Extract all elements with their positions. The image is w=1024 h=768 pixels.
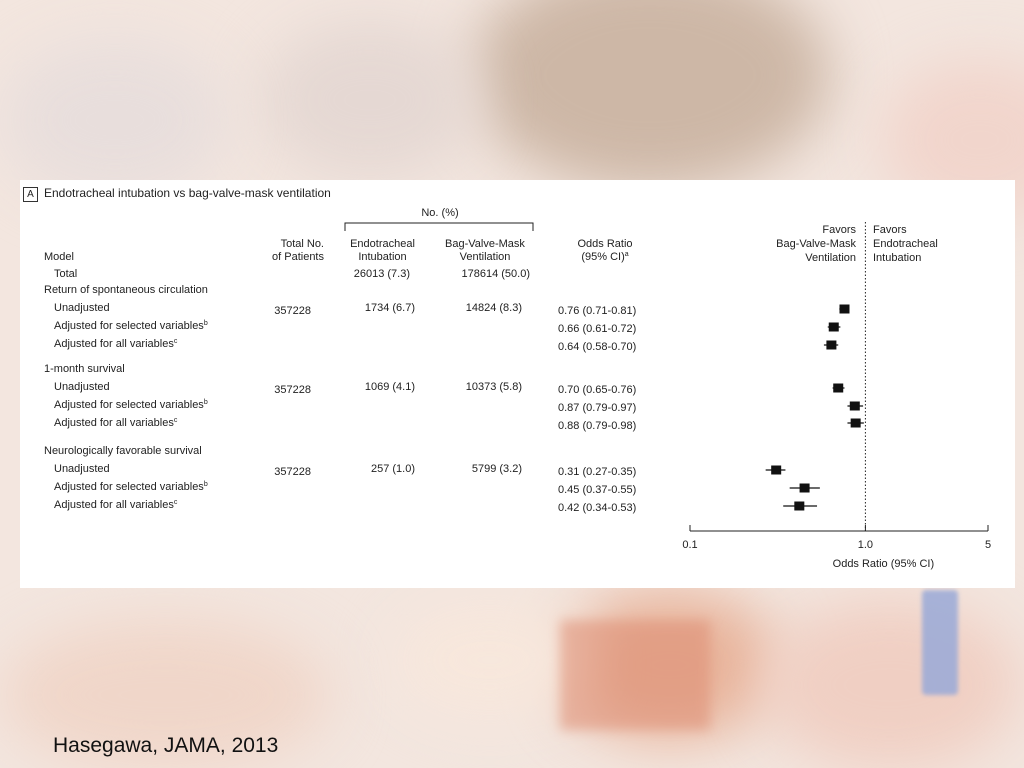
point-estimate — [771, 466, 781, 475]
favors-right-1: Favors — [873, 224, 907, 236]
patients-count: 357228 — [274, 466, 311, 478]
forest-plot-panel — [20, 180, 1015, 588]
row-label: Unadjusted — [54, 381, 110, 393]
row-label: Adjusted for selected variables$^b$ — [54, 481, 208, 493]
x-tick-label: 0.1 — [682, 539, 698, 551]
bvm-header-1: Bag-Valve-Mask — [445, 238, 525, 250]
ett-count: 1069 (4.1) — [364, 381, 415, 393]
model-header: Model — [44, 251, 74, 263]
favors-left-1: Favors — [822, 224, 856, 236]
total-no-header-1: Total No. — [280, 238, 324, 250]
odds-ratio-ci: 0.64 (0.58-0.70) — [558, 341, 637, 353]
x-tick-label: 1.0 — [857, 539, 874, 551]
point-estimate — [800, 484, 810, 493]
row-label: Adjusted for selected variables$^b$ — [54, 320, 208, 332]
favors-right-2: Endotracheal — [873, 238, 938, 250]
group-title: 1-month survival — [44, 363, 125, 375]
total-bvm: 178614 (50.0) — [461, 268, 530, 280]
odds-ratio-ci: 0.31 (0.27-0.35) — [558, 466, 637, 478]
bvm-count: 10373 (5.8) — [465, 381, 522, 393]
total-ett: 26013 (7.3) — [353, 268, 410, 280]
or-header-2: (95% CI)$^a$ — [581, 251, 629, 263]
total-label: Total — [54, 268, 78, 280]
row-label: Adjusted for all variables$^c$ — [54, 499, 178, 511]
odds-ratio-ci: 0.45 (0.37-0.55) — [558, 484, 637, 496]
odds-ratio-ci: 0.42 (0.34-0.53) — [558, 502, 637, 514]
row-label: Unadjusted — [54, 463, 110, 475]
point-estimate — [826, 341, 836, 350]
favors-left-3: Ventilation — [805, 252, 856, 264]
ett-header-2: Intubation — [358, 251, 407, 263]
point-estimate — [794, 502, 804, 511]
row-label: Unadjusted — [54, 302, 110, 314]
patients-count: 357228 — [274, 305, 311, 317]
bvm-header-2: Ventilation — [459, 251, 511, 263]
or-header-1: Odds Ratio — [577, 238, 633, 250]
odds-ratio-ci: 0.70 (0.65-0.76) — [558, 384, 637, 396]
bvm-count: 14824 (8.3) — [465, 302, 522, 314]
group-title: Neurologically favorable survival — [44, 445, 202, 457]
point-estimate — [850, 402, 860, 411]
point-estimate — [833, 384, 843, 393]
favors-left-2: Bag-Valve-Mask — [776, 238, 856, 250]
panel-title: Endotracheal intubation vs bag-valve-mask ventilation — [44, 186, 331, 200]
odds-ratio-ci: 0.88 (0.79-0.98) — [558, 420, 637, 432]
odds-ratio-ci: 0.66 (0.61-0.72) — [558, 323, 637, 335]
group-title: Return of spontaneous circulation — [44, 284, 208, 296]
bvm-count: 5799 (3.2) — [471, 463, 522, 475]
row-label: Adjusted for all variables$^c$ — [54, 417, 178, 429]
panel-letter: A — [23, 187, 38, 202]
forest-plot — [20, 180, 1015, 588]
favors-right-3: Intubation — [873, 252, 922, 264]
citation: Hasegawa, JAMA, 2013 — [53, 734, 279, 757]
point-estimate — [829, 323, 839, 332]
no-pct-header: No. (%) — [421, 207, 459, 219]
point-estimate — [839, 305, 849, 314]
ett-header-1: Endotracheal — [350, 238, 415, 250]
odds-ratio-ci: 0.87 (0.79-0.97) — [558, 402, 637, 414]
row-label: Adjusted for all variables$^c$ — [54, 338, 178, 350]
ett-count: 257 (1.0) — [370, 463, 415, 475]
odds-ratio-ci: 0.76 (0.71-0.81) — [558, 305, 637, 317]
total-no-header-2: of Patients — [272, 251, 324, 263]
row-label: Adjusted for selected variables$^b$ — [54, 399, 208, 411]
patients-count: 357228 — [274, 384, 311, 396]
x-axis-label: Odds Ratio (95% CI) — [832, 558, 935, 570]
ett-count: 1734 (6.7) — [364, 302, 415, 314]
point-estimate — [851, 419, 861, 428]
x-tick-label: 5 — [984, 539, 992, 551]
